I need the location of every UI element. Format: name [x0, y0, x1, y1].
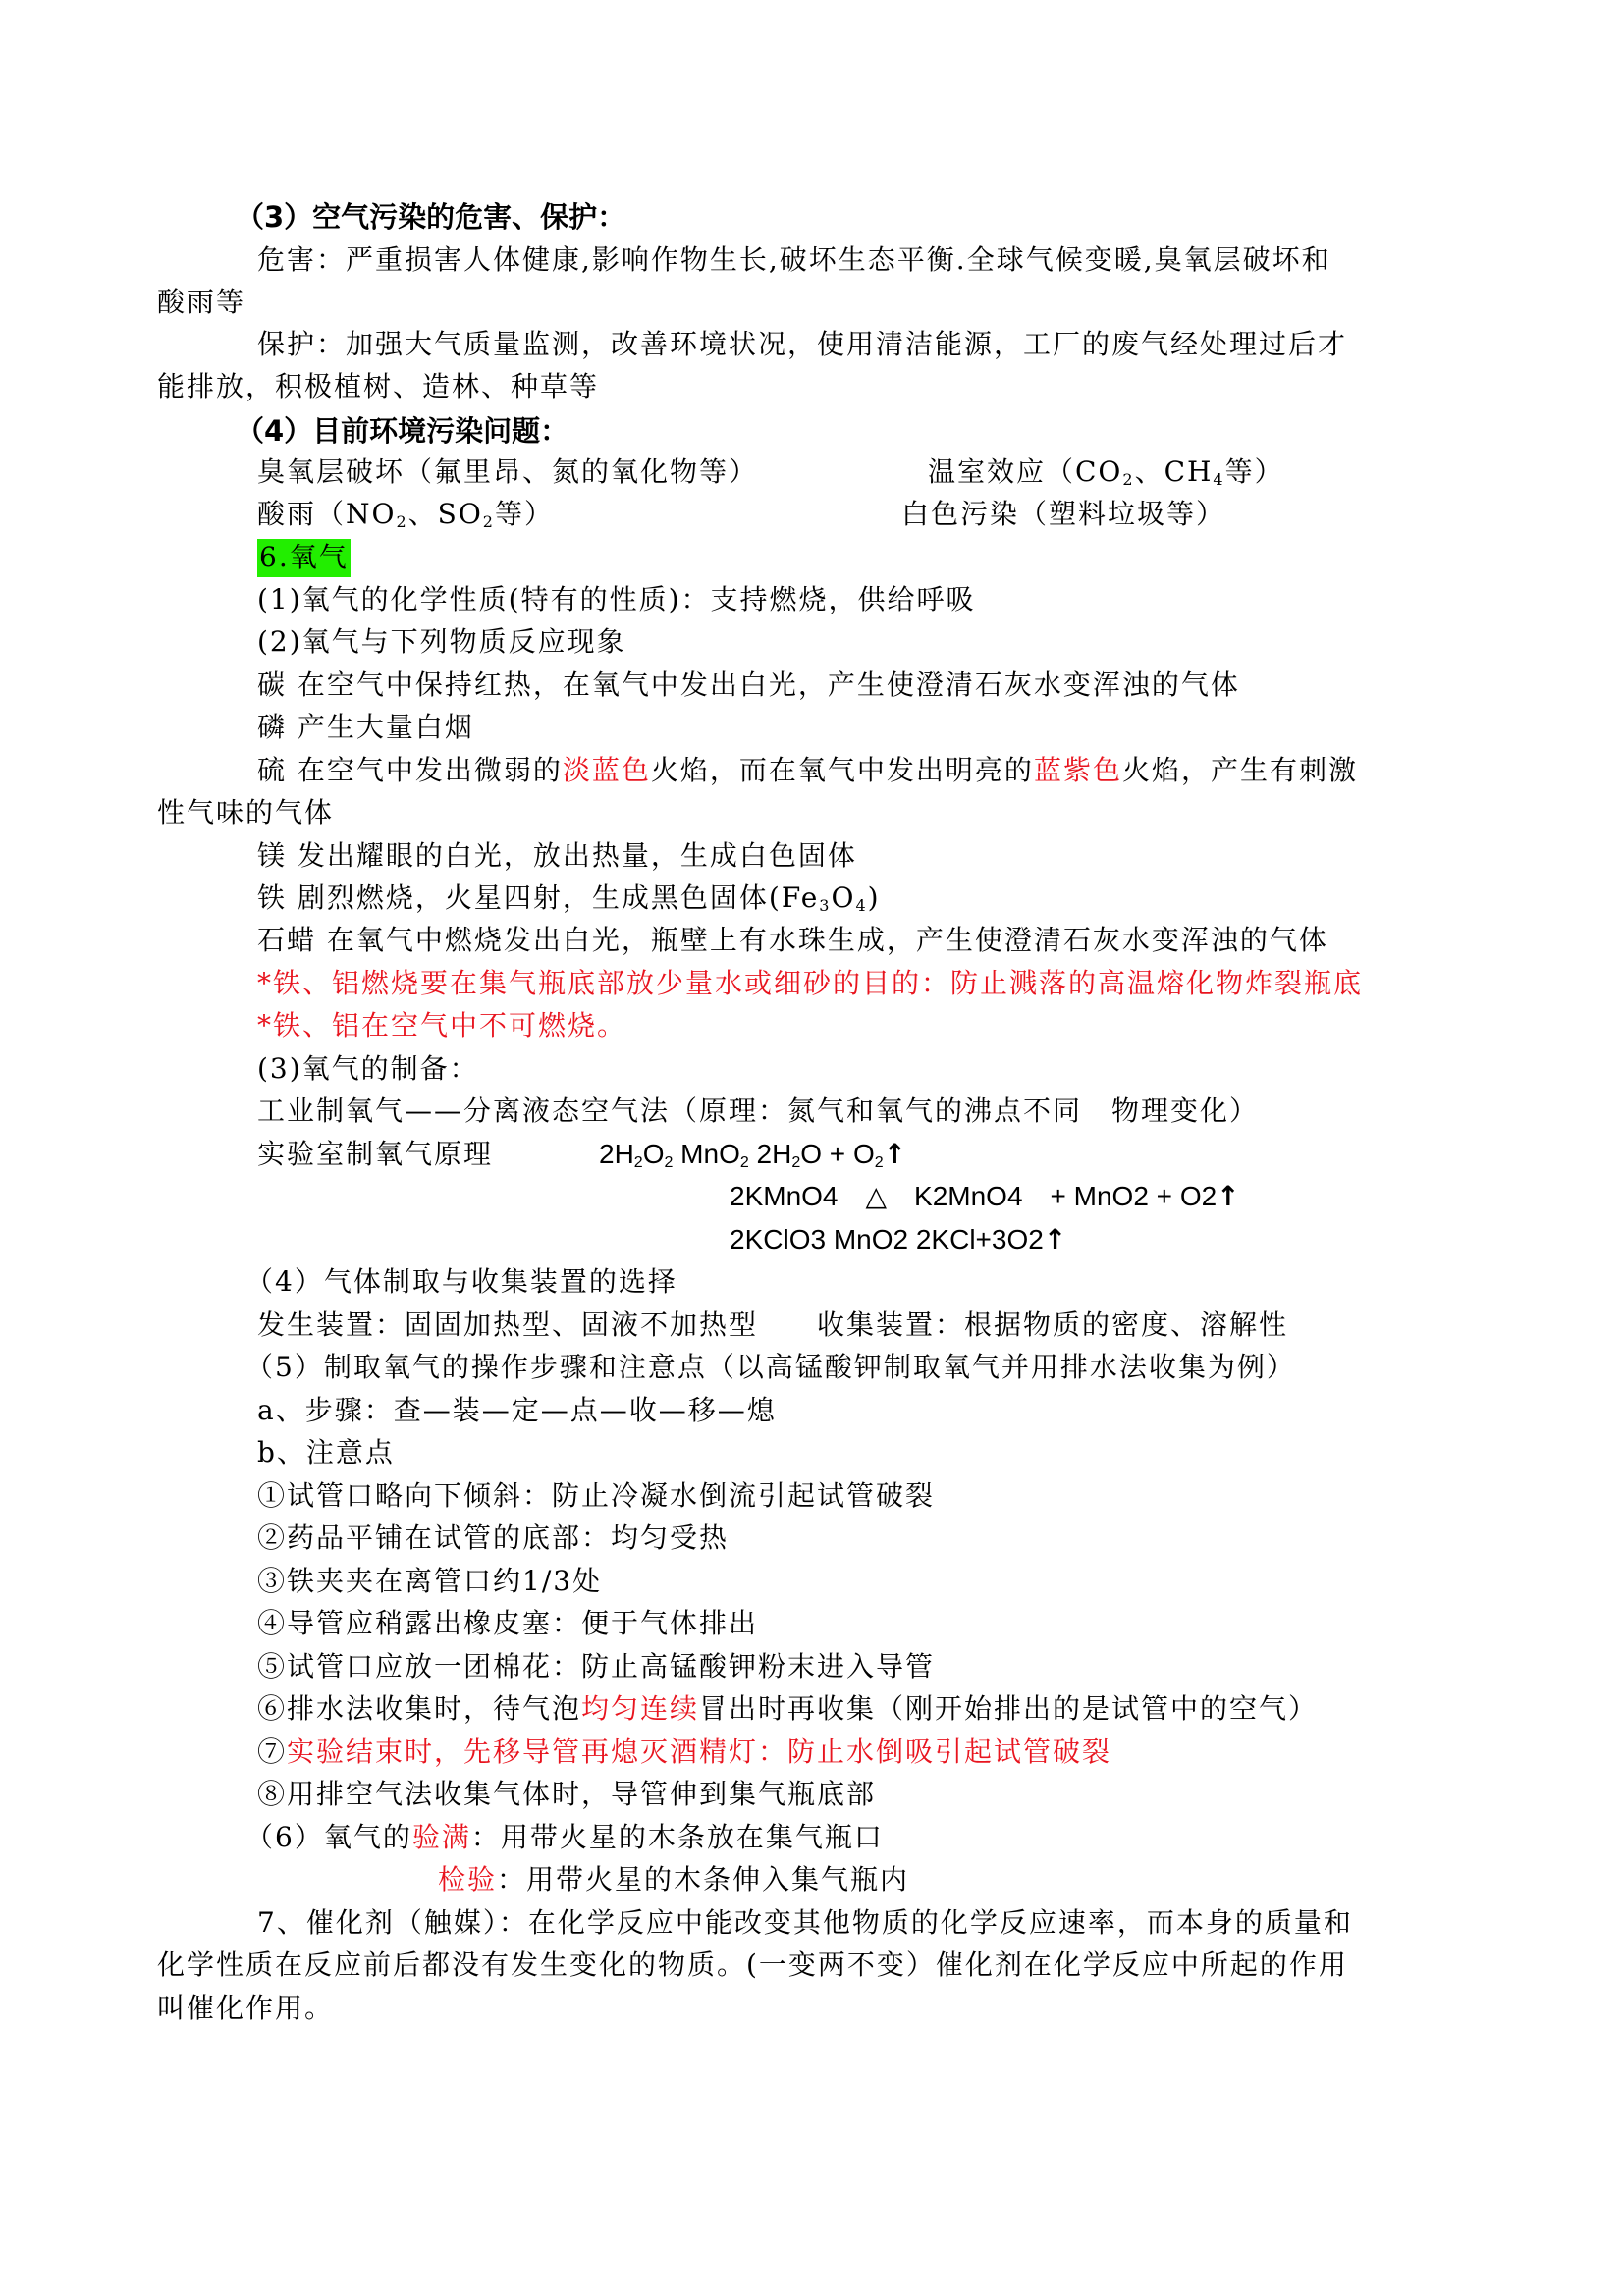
- pollution-item-white: [901, 495, 1225, 534]
- note-item-5: ⑤试管口应放一团棉花：防止高锰酸钾粉末进入导管: [257, 1650, 936, 1682]
- equation-kclo3: [730, 1220, 1066, 1259]
- eq-part: O: [642, 1139, 665, 1169]
- reaction-iron: [257, 879, 881, 918]
- note6-text-b: 冒出时再收集（刚开始排出的是试管中的空气）: [699, 1692, 1319, 1725]
- reaction-sulfur: [257, 751, 1358, 790]
- eq-kmno4-text: 2KMnO4 △ K2MnO4 + MnO2 + O2: [730, 1181, 1218, 1211]
- catalyst-line3: 叫催化作用。: [157, 1992, 335, 2024]
- note-item-8: ⑧用排空气法收集气体时，导管伸到集气瓶底部: [257, 1778, 877, 1810]
- iron-text-a: 铁 剧烈燃烧，火星四射，生成黑色固体(Fe: [257, 881, 820, 914]
- subscript: 2: [633, 1154, 643, 1171]
- equation-kmno4: [730, 1177, 1240, 1216]
- eq-part: O + O: [800, 1139, 875, 1169]
- test-identify-text: ：用带火星的木条伸入集气瓶内: [497, 1863, 910, 1896]
- up-arrow-icon: ↑: [883, 1138, 907, 1170]
- white-pollution-text: 白色污染（塑料垃圾等）: [901, 498, 1226, 530]
- greenhouse-text-a: 温室效应（CO: [928, 455, 1123, 488]
- acid-rain-text-c: 等）: [494, 498, 554, 530]
- steps-heading: （5）制取氧气的操作步骤和注意点（以高锰酸钾制取氧气并用排水法收集为例）: [245, 1351, 1296, 1383]
- iron-text-c: ): [867, 881, 881, 914]
- greenhouse-text-b: 、CH: [1134, 455, 1214, 488]
- oxygen-property: (1)氧气的化学性质(特有的性质)：支持燃烧，供给呼吸: [257, 583, 976, 615]
- subscript: 2: [482, 512, 495, 531]
- preparation-industrial: 工业制氧气——分离液态空气法（原理：氮气和氧气的沸点不同 物理变化）: [257, 1095, 1260, 1127]
- subscript: 2: [1122, 470, 1135, 489]
- subscript: 2: [874, 1154, 884, 1171]
- test-prefix: （6）氧气的: [245, 1821, 412, 1853]
- note-item-3: ③铁夹夹在离管口约1/3处: [257, 1565, 603, 1597]
- note-item-1: ①试管口略向下倾斜：防止冷凝水倒流引起试管破裂: [257, 1479, 936, 1512]
- test-full-text: ：用带火星的木条放在集气瓶口: [470, 1821, 884, 1853]
- test-full-line: [245, 1818, 884, 1857]
- apparatus-text: 发生装置：固固加热型、固液不加热型 收集装置：根据物质的密度、溶解性: [257, 1308, 1289, 1341]
- acid-rain-text-a: 酸雨（NO: [257, 498, 397, 530]
- sulfur-text-b: 火焰，而在氧气中发出明亮的: [650, 754, 1034, 786]
- oxygen-reactions-heading: (2)氧气与下列物质反应现象: [257, 625, 626, 658]
- reaction-wax: 石蜡 在氧气中燃烧发出白光，瓶壁上有水珠生成，产生使澄清石灰水变浑浊的气体: [257, 924, 1328, 956]
- steps-sequence: a、步骤：查—装—定—点—收—移—熄: [257, 1394, 777, 1426]
- reaction-sulfur-line2: 性气味的气体: [157, 796, 335, 828]
- note-item-2: ②药品平铺在试管的底部：均匀受热: [257, 1522, 730, 1554]
- note6-text-a: ⑥排水法收集时，待气泡: [257, 1692, 582, 1725]
- iron-text-b: O: [831, 881, 856, 914]
- apparatus-heading: （4）气体制取与收集装置的选择: [245, 1265, 677, 1298]
- subscript: 3: [819, 896, 832, 915]
- section4-heading: （4）目前环境污染问题：: [236, 414, 569, 448]
- subscript: 4: [855, 896, 868, 915]
- reaction-magnesium: 镁 发出耀眼的白光，放出热量，生成白色固体: [257, 839, 857, 872]
- note7-number: ⑦: [257, 1735, 288, 1768]
- note-item-6: [257, 1689, 1318, 1729]
- oxygen-title-line: [257, 538, 351, 577]
- acid-rain-text-b: 、SO: [407, 498, 483, 530]
- sulfur-text-c: 火焰，产生有刺激: [1121, 754, 1358, 786]
- catalyst-line2: 化学性质在反应前后都没有发生变化的物质。(一变两不变）催化剂在化学反应中所起的作用: [157, 1949, 1348, 1981]
- note-iron-aluminum-water: *铁、铝燃烧要在集气瓶底部放少量水或细砂的目的：防止溅落的高温熔化物炸裂瓶底: [257, 967, 1364, 999]
- subscript: 2: [664, 1154, 674, 1171]
- sulfur-highlight-pale-blue: 淡蓝色: [562, 754, 651, 786]
- note-item-7: [257, 1733, 1111, 1772]
- harm-text-line2: 酸雨等: [157, 286, 246, 318]
- eq-kclo3-text: 2KClO3 MnO2 2KCl+3O2: [730, 1224, 1044, 1255]
- sulfur-text-a: 硫 在空气中发出微弱的: [257, 754, 563, 786]
- eq-part: 2H: [748, 1139, 792, 1169]
- reaction-phosphorus: 磷 产生大量白烟: [257, 711, 474, 743]
- up-arrow-icon: ↑: [1217, 1180, 1240, 1212]
- note6-highlight: 均匀连续: [581, 1692, 700, 1725]
- protect-text-line2: 能排放，积极植树、造林、种草等: [157, 370, 600, 402]
- note-item-4: ④导管应稍露出橡皮塞：便于气体排出: [257, 1607, 759, 1639]
- preparation-lab-label: 实验室制氧气原理: [257, 1138, 494, 1170]
- reaction-carbon: 碳 在空气中保持红热，在氧气中发出白光，产生使澄清石灰水变浑浊的气体: [257, 668, 1240, 701]
- subscript: 2: [739, 1154, 749, 1171]
- oxygen-title-highlight: 6.氧气: [257, 539, 351, 577]
- test-full-label: 验满: [411, 1821, 471, 1853]
- pollution-item-acid-rain: [257, 495, 554, 534]
- eq-part: 2H: [599, 1139, 634, 1169]
- note-iron-aluminum-air: *铁、铝在空气中不可燃烧。: [257, 1009, 627, 1041]
- subscript: 2: [791, 1154, 801, 1171]
- pollution-ozone-text: 臭氧层破坏（氟里昂、氮的氧化物等）: [257, 455, 759, 488]
- equation-h2o2: [599, 1135, 906, 1174]
- pollution-item-ozone: [257, 453, 758, 492]
- test-identify-line: [438, 1860, 909, 1899]
- subscript: 2: [396, 512, 408, 531]
- subscript: 4: [1213, 470, 1225, 489]
- up-arrow-icon: ↑: [1043, 1223, 1067, 1255]
- eq-part: MnO: [673, 1139, 740, 1169]
- harm-text-line1: 危害：严重损害人体健康,影响作物生长,破坏生态平衡.全球气候变暖,臭氧层破坏和: [257, 243, 1331, 276]
- sulfur-highlight-blue-violet: 蓝紫色: [1033, 754, 1122, 786]
- note7-text: 实验结束时，先移导管再熄灭酒精灯：防止水倒吸引起试管破裂: [287, 1735, 1112, 1768]
- protect-text-line1: 保护：加强大气质量监测，改善环境状况，使用清洁能源，工厂的废气经处理过后才: [257, 328, 1348, 360]
- preparation-heading: (3)氧气的制备：: [257, 1052, 479, 1085]
- test-identify-label: 检验: [438, 1863, 498, 1896]
- section3-heading: （3）空气污染的危害、保护：: [236, 200, 626, 234]
- pollution-item-greenhouse: [928, 453, 1284, 492]
- catalyst-line1: 7、催化剂（触媒）：在化学反应中能改变其他物质的化学反应速率，而本身的质量和: [257, 1906, 1353, 1939]
- steps-notes-heading: b、注意点: [257, 1436, 395, 1468]
- greenhouse-text-c: 等）: [1224, 455, 1284, 488]
